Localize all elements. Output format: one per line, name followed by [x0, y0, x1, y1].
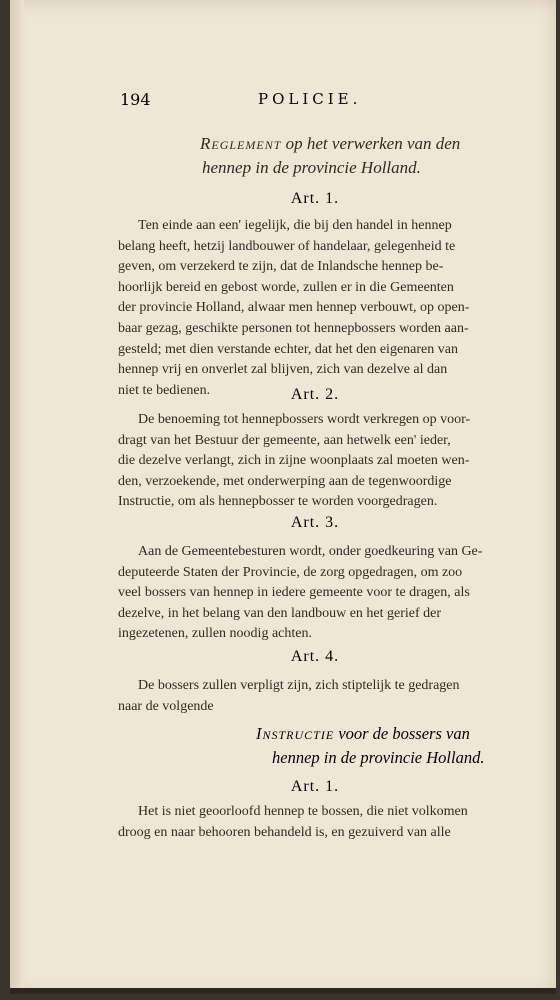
text-line: baar gezag, geschikte personen tot hennepbossers worden aan-: [118, 320, 469, 336]
text-line: die dezelve verlangt, zich in zijne woonplaats zal moeten wen-: [118, 453, 470, 469]
text-line: dezelve, in het belang van den landbouw en het gerief der: [118, 605, 442, 621]
article-heading: Art. 1.: [290, 778, 340, 795]
text-line: naar de volgende: [118, 698, 214, 714]
article-text: [118, 542, 516, 645]
text-line: De bossers zullen verpligt zijn, zich stiptelijk te gedragen: [138, 678, 460, 693]
text-line: Ten einde aan een' iegelijk, die bij den handel in hennep: [138, 218, 452, 233]
article-heading: Art. 1.: [290, 190, 340, 207]
article-text: [118, 802, 516, 843]
text-line: gesteld; met dien verstande echter, dat het den eigenaren van: [118, 341, 458, 357]
section-title-line2: hennep in de provincie Holland.: [202, 158, 421, 177]
text-line: geven, om verzekerd te zijn, dat de Inlandsche hennep be-: [118, 259, 444, 275]
text-line: De benoeming tot hennepbossers wordt verkregen op voor-: [138, 412, 471, 427]
text-line: dragt van het Bestuur der gemeente, aan hetwelk een' ieder,: [118, 432, 451, 448]
article-heading: Art. 4.: [290, 648, 340, 665]
instruction-title-line2: hennep in de provincie Holland.: [272, 748, 485, 767]
text-line: der provincie Holland, alwaar men hennep verbouwt, op open-: [118, 300, 470, 316]
text-line: Aan de Gemeentebesturen wordt, onder goedkeuring van Ge-: [138, 544, 483, 559]
running-title: POLICIE.: [258, 90, 362, 108]
article-text: [118, 216, 516, 401]
instruction-title: [256, 722, 520, 770]
text-line: droog en naar behooren behandeld is, en gezuiverd van alle: [118, 824, 451, 840]
instruction-title-line1: voor de bossers van: [334, 724, 470, 743]
section-title-line1: op het verwerken van den: [281, 134, 461, 153]
text-line: Instructie, om als hennepbosser te worden voorgedragen.: [118, 494, 438, 510]
page-bottom-edge: [10, 988, 556, 994]
article-text: [118, 676, 516, 717]
article-heading: Art. 2.: [290, 386, 340, 403]
section-title-caps: Reglement: [200, 134, 282, 153]
article-text: [118, 410, 516, 513]
instruction-title-caps: Instructie: [256, 724, 335, 743]
page-gutter: [10, 0, 24, 994]
text-line: belang heeft, hetzij landbouwer of handelaar, gelegenheid te: [118, 238, 456, 254]
text-line: deputeerde Staten der Provincie, de zorg opgedragen, om zoo: [118, 564, 463, 580]
text-line: niet te bedienen.: [118, 382, 211, 398]
text-line: hennep vrij en onverlet zal blijven, zich van dezelve al dan: [118, 362, 448, 378]
text-line: ingezetenen, zullen noodig achten.: [118, 626, 312, 642]
text-line: Het is niet geoorloofd hennep te bossen, die niet volkomen: [138, 804, 468, 819]
section-title: [200, 132, 520, 180]
page-number: 194: [120, 90, 151, 109]
article-heading: Art. 3.: [290, 514, 340, 531]
text-line: veel bossers van hennep in iedere gemeente voor te dragen, als: [118, 585, 470, 601]
text-line: hoorlijk bereid en gebost worde, zullen er in die Gemeenten: [118, 279, 454, 295]
running-head: [120, 88, 516, 112]
text-line: den, verzoekende, met onderwerping aan de tegenwoordige: [118, 473, 452, 489]
